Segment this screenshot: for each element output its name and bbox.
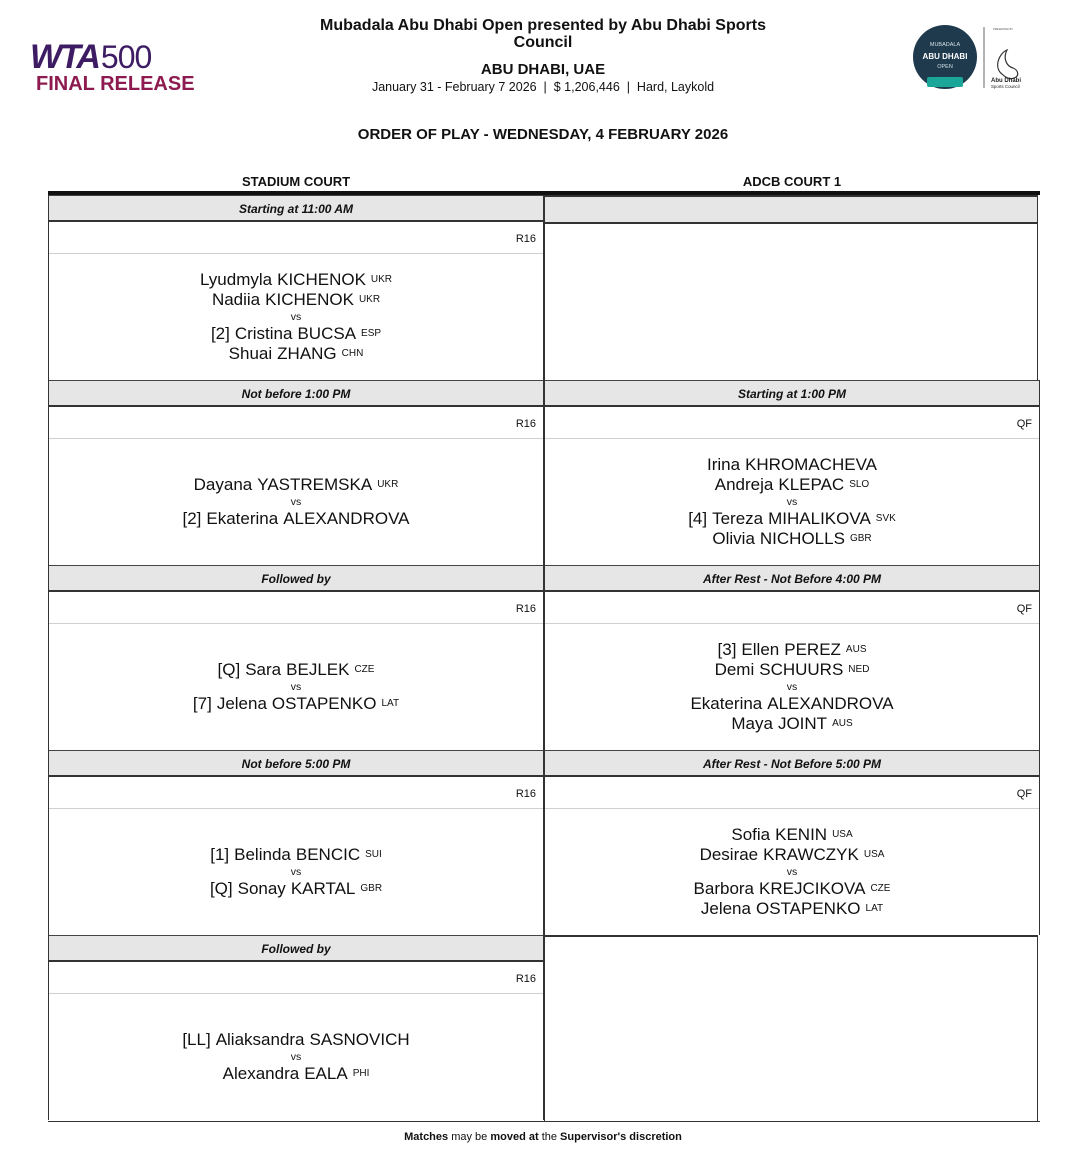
match-card (49, 624, 543, 750)
event-logo-line1: MUBADALA (929, 42, 961, 48)
match-slot (48, 935, 544, 1120)
player-name (49, 879, 543, 899)
player-last-name: KRAWCZYK (763, 845, 859, 864)
player-nationality: ESP (361, 328, 382, 339)
match-players (545, 624, 1039, 750)
match-slot (544, 380, 1040, 565)
match-players (49, 809, 543, 935)
table-bottom-rule (48, 1121, 1040, 1122)
player-last-name: MIHALIKOVA (768, 509, 871, 528)
player-first-name: Olivia (712, 529, 755, 548)
player-last-name: KARTAL (290, 879, 356, 898)
player-nationality: LAT (865, 903, 884, 914)
player-first-name: Tereza (712, 509, 764, 528)
tier-label: 500 (100, 39, 152, 75)
match-card (545, 624, 1039, 750)
time-band: Not before 1:00 PM (49, 380, 543, 407)
match-slot (48, 380, 544, 565)
player-seed: [3] (717, 640, 737, 659)
match-players (49, 254, 543, 380)
match-players (545, 439, 1039, 565)
player-first-name: Sara (245, 660, 282, 679)
player-last-name: OSTAPENKO (755, 899, 861, 918)
player-name (545, 714, 1039, 734)
wta-logo-mark: WTA (30, 38, 99, 76)
footer-note-part: may be (448, 1131, 491, 1143)
player-name (545, 455, 1039, 475)
player-name (49, 845, 543, 865)
player-last-name: KICHENOK (265, 290, 354, 309)
player-nationality: CHN (341, 348, 364, 359)
time-band (545, 197, 1037, 224)
player-first-name: Aliaksandra (215, 1030, 305, 1049)
player-first-name: Ekaterina (690, 694, 763, 713)
partner-logo-line1: Abu Dhabi (991, 78, 1021, 84)
sponsor-logos (910, 22, 1030, 92)
player-first-name: Sofia (731, 825, 771, 844)
match-players (49, 624, 543, 750)
footer-note-part: the (538, 1131, 561, 1143)
player-nationality: CZE (870, 883, 891, 894)
abu-dhabi-open-logo (913, 25, 977, 89)
player-name (545, 879, 1039, 899)
round-label: R16 (49, 779, 543, 809)
player-first-name: Sonay (237, 879, 286, 898)
player-seed: [Q] (217, 660, 241, 679)
player-seed: [LL] (182, 1030, 211, 1049)
player-last-name: OSTAPENKO (271, 694, 377, 713)
empty-match-area (545, 224, 1037, 382)
player-name (49, 660, 543, 680)
footer-note-part: Matches (404, 1131, 449, 1143)
match-slot (48, 195, 544, 380)
event-logo-line3: OPEN (937, 64, 953, 70)
empty-slot (544, 935, 1038, 1121)
player-nationality: SUI (365, 849, 382, 860)
player-nationality: UKR (358, 294, 381, 305)
match-card (49, 809, 543, 935)
player-name (49, 509, 543, 529)
player-last-name: KENIN (775, 825, 828, 844)
player-first-name: Andreja (714, 475, 774, 494)
player-last-name: ALEXANDROVA (283, 509, 410, 528)
round-label: QF (545, 409, 1039, 439)
player-nationality: SLO (849, 479, 870, 490)
player-nationality: SVK (875, 513, 896, 524)
player-first-name: Nadiia (211, 290, 261, 309)
player-last-name: BUCSA (297, 324, 357, 343)
match-card (545, 439, 1039, 565)
player-first-name: Maya (731, 714, 773, 733)
vs-label: vs (290, 496, 302, 508)
vs-label: vs (290, 681, 302, 693)
presented-tag: PRESENTED BY (993, 28, 1014, 31)
player-last-name: ZHANG (277, 344, 337, 363)
player-name (49, 270, 543, 290)
player-last-name: KLEPAC (778, 475, 845, 494)
player-nationality: UKR (370, 274, 393, 285)
player-last-name: NICHOLLS (759, 529, 845, 548)
player-last-name: KICHENOK (277, 270, 366, 289)
event-logo-line2: ABU DHABI (922, 52, 968, 61)
round-label: R16 (49, 964, 543, 994)
release-label: FINAL RELEASE (36, 73, 195, 95)
vs-label: vs (290, 311, 302, 323)
player-first-name: Jelena (700, 899, 751, 918)
match-players (49, 994, 543, 1120)
player-last-name: SASNOVICH (309, 1030, 410, 1049)
vs-label: vs (290, 866, 302, 878)
player-name (49, 344, 543, 364)
partner-logo-line2: Sports Council (991, 84, 1020, 89)
player-seed: [Q] (209, 879, 233, 898)
player-seed: [4] (688, 509, 708, 528)
player-nationality: LAT (381, 698, 400, 709)
time-band: Followed by (49, 565, 543, 592)
player-first-name: Cristina (234, 324, 293, 343)
event-info: January 31 - February 7 2026 | $ 1,206,446 | Hard, Laykold (371, 80, 715, 94)
player-nationality: USA (863, 849, 885, 860)
round-label: QF (545, 779, 1039, 809)
player-name (545, 660, 1039, 680)
match-card (49, 254, 543, 380)
match-slot (544, 565, 1040, 750)
time-band: After Rest - Not Before 4:00 PM (545, 565, 1039, 592)
player-name (545, 899, 1039, 919)
footer-note (0, 1131, 1080, 1143)
player-name (49, 694, 543, 714)
player-last-name: SCHUURS (759, 660, 844, 679)
player-last-name: EALA (304, 1064, 348, 1083)
player-seed: [2] (210, 324, 230, 343)
player-name (545, 825, 1039, 845)
round-label: R16 (49, 409, 543, 439)
player-name (545, 529, 1039, 549)
event-title: Mubadala Abu Dhabi Open presented by Abu Dhabi Sports Council (320, 17, 766, 51)
player-name (49, 290, 543, 310)
wta-500-logo (30, 38, 151, 74)
player-first-name: Ekaterina (206, 509, 279, 528)
player-first-name: Alexandra (222, 1064, 300, 1083)
player-name (545, 640, 1039, 660)
player-last-name: PEREZ (784, 640, 841, 659)
footer-note-part: moved at (490, 1131, 539, 1143)
player-first-name: Lyudmyla (199, 270, 273, 289)
player-nationality: GBR (360, 883, 383, 894)
vs-label: vs (786, 866, 798, 878)
player-nationality: NED (848, 664, 870, 675)
match-slot (48, 750, 544, 935)
round-label: R16 (49, 594, 543, 624)
player-first-name: Dayana (193, 475, 253, 494)
vs-label: vs (290, 1051, 302, 1063)
player-name (545, 845, 1039, 865)
player-last-name: BENCIC (295, 845, 361, 864)
player-nationality: AUS (832, 718, 853, 729)
match-players (545, 809, 1039, 935)
player-last-name: YASTREMSKA (257, 475, 373, 494)
player-name (545, 694, 1039, 714)
player-first-name: Belinda (234, 845, 291, 864)
court-header-stadium: STADIUM COURT (241, 174, 351, 189)
player-nationality: CZE (354, 664, 375, 675)
player-nationality: USA (832, 829, 853, 840)
player-seed: [2] (182, 509, 202, 528)
player-name (545, 509, 1039, 529)
player-first-name: Irina (706, 455, 741, 474)
match-card (545, 809, 1039, 935)
player-first-name: Shuai (228, 344, 273, 363)
event-location: ABU DHABI, UAE (480, 61, 606, 78)
match-players (49, 439, 543, 565)
sports-council-logo (991, 50, 1021, 89)
match-card (49, 439, 543, 565)
player-first-name: Demi (714, 660, 755, 679)
round-label: QF (545, 594, 1039, 624)
player-nationality: AUS (845, 644, 867, 655)
player-last-name: BEJLEK (286, 660, 350, 679)
match-slot (544, 750, 1040, 935)
player-last-name: KHROMACHEVA (745, 455, 877, 474)
match-card (49, 994, 543, 1120)
player-name (49, 1064, 543, 1084)
player-last-name: ALEXANDROVA (767, 694, 894, 713)
player-nationality: PHI (352, 1068, 370, 1079)
player-seed: [7] (192, 694, 212, 713)
player-name (49, 1030, 543, 1050)
player-name (545, 475, 1039, 495)
player-name (49, 324, 543, 344)
player-nationality: UKR (377, 479, 399, 490)
round-label: R16 (49, 224, 543, 254)
time-band: After Rest - Not Before 5:00 PM (545, 750, 1039, 777)
time-band: Starting at 11:00 AM (49, 195, 543, 222)
match-slot (48, 565, 544, 750)
time-band: Not before 5:00 PM (49, 750, 543, 777)
player-seed: [1] (210, 845, 230, 864)
player-name (49, 475, 543, 495)
player-last-name: JOINT (777, 714, 828, 733)
player-first-name: Ellen (741, 640, 780, 659)
order-of-play-title: ORDER OF PLAY - WEDNESDAY, 4 FEBRUARY 2026 (357, 126, 729, 143)
player-nationality: GBR (849, 533, 872, 544)
player-first-name: Barbora (693, 879, 755, 898)
vs-label: vs (786, 496, 798, 508)
player-first-name: Jelena (216, 694, 267, 713)
time-band: Followed by (49, 935, 543, 962)
player-last-name: KREJCIKOVA (759, 879, 866, 898)
vs-label: vs (786, 681, 798, 693)
time-band: Starting at 1:00 PM (545, 380, 1039, 407)
player-first-name: Desirae (699, 845, 759, 864)
court-header-adcb-1: ADCB COURT 1 (742, 174, 842, 189)
footer-note-part: Supervisor's discretion (560, 1131, 682, 1143)
empty-slot (544, 195, 1038, 380)
